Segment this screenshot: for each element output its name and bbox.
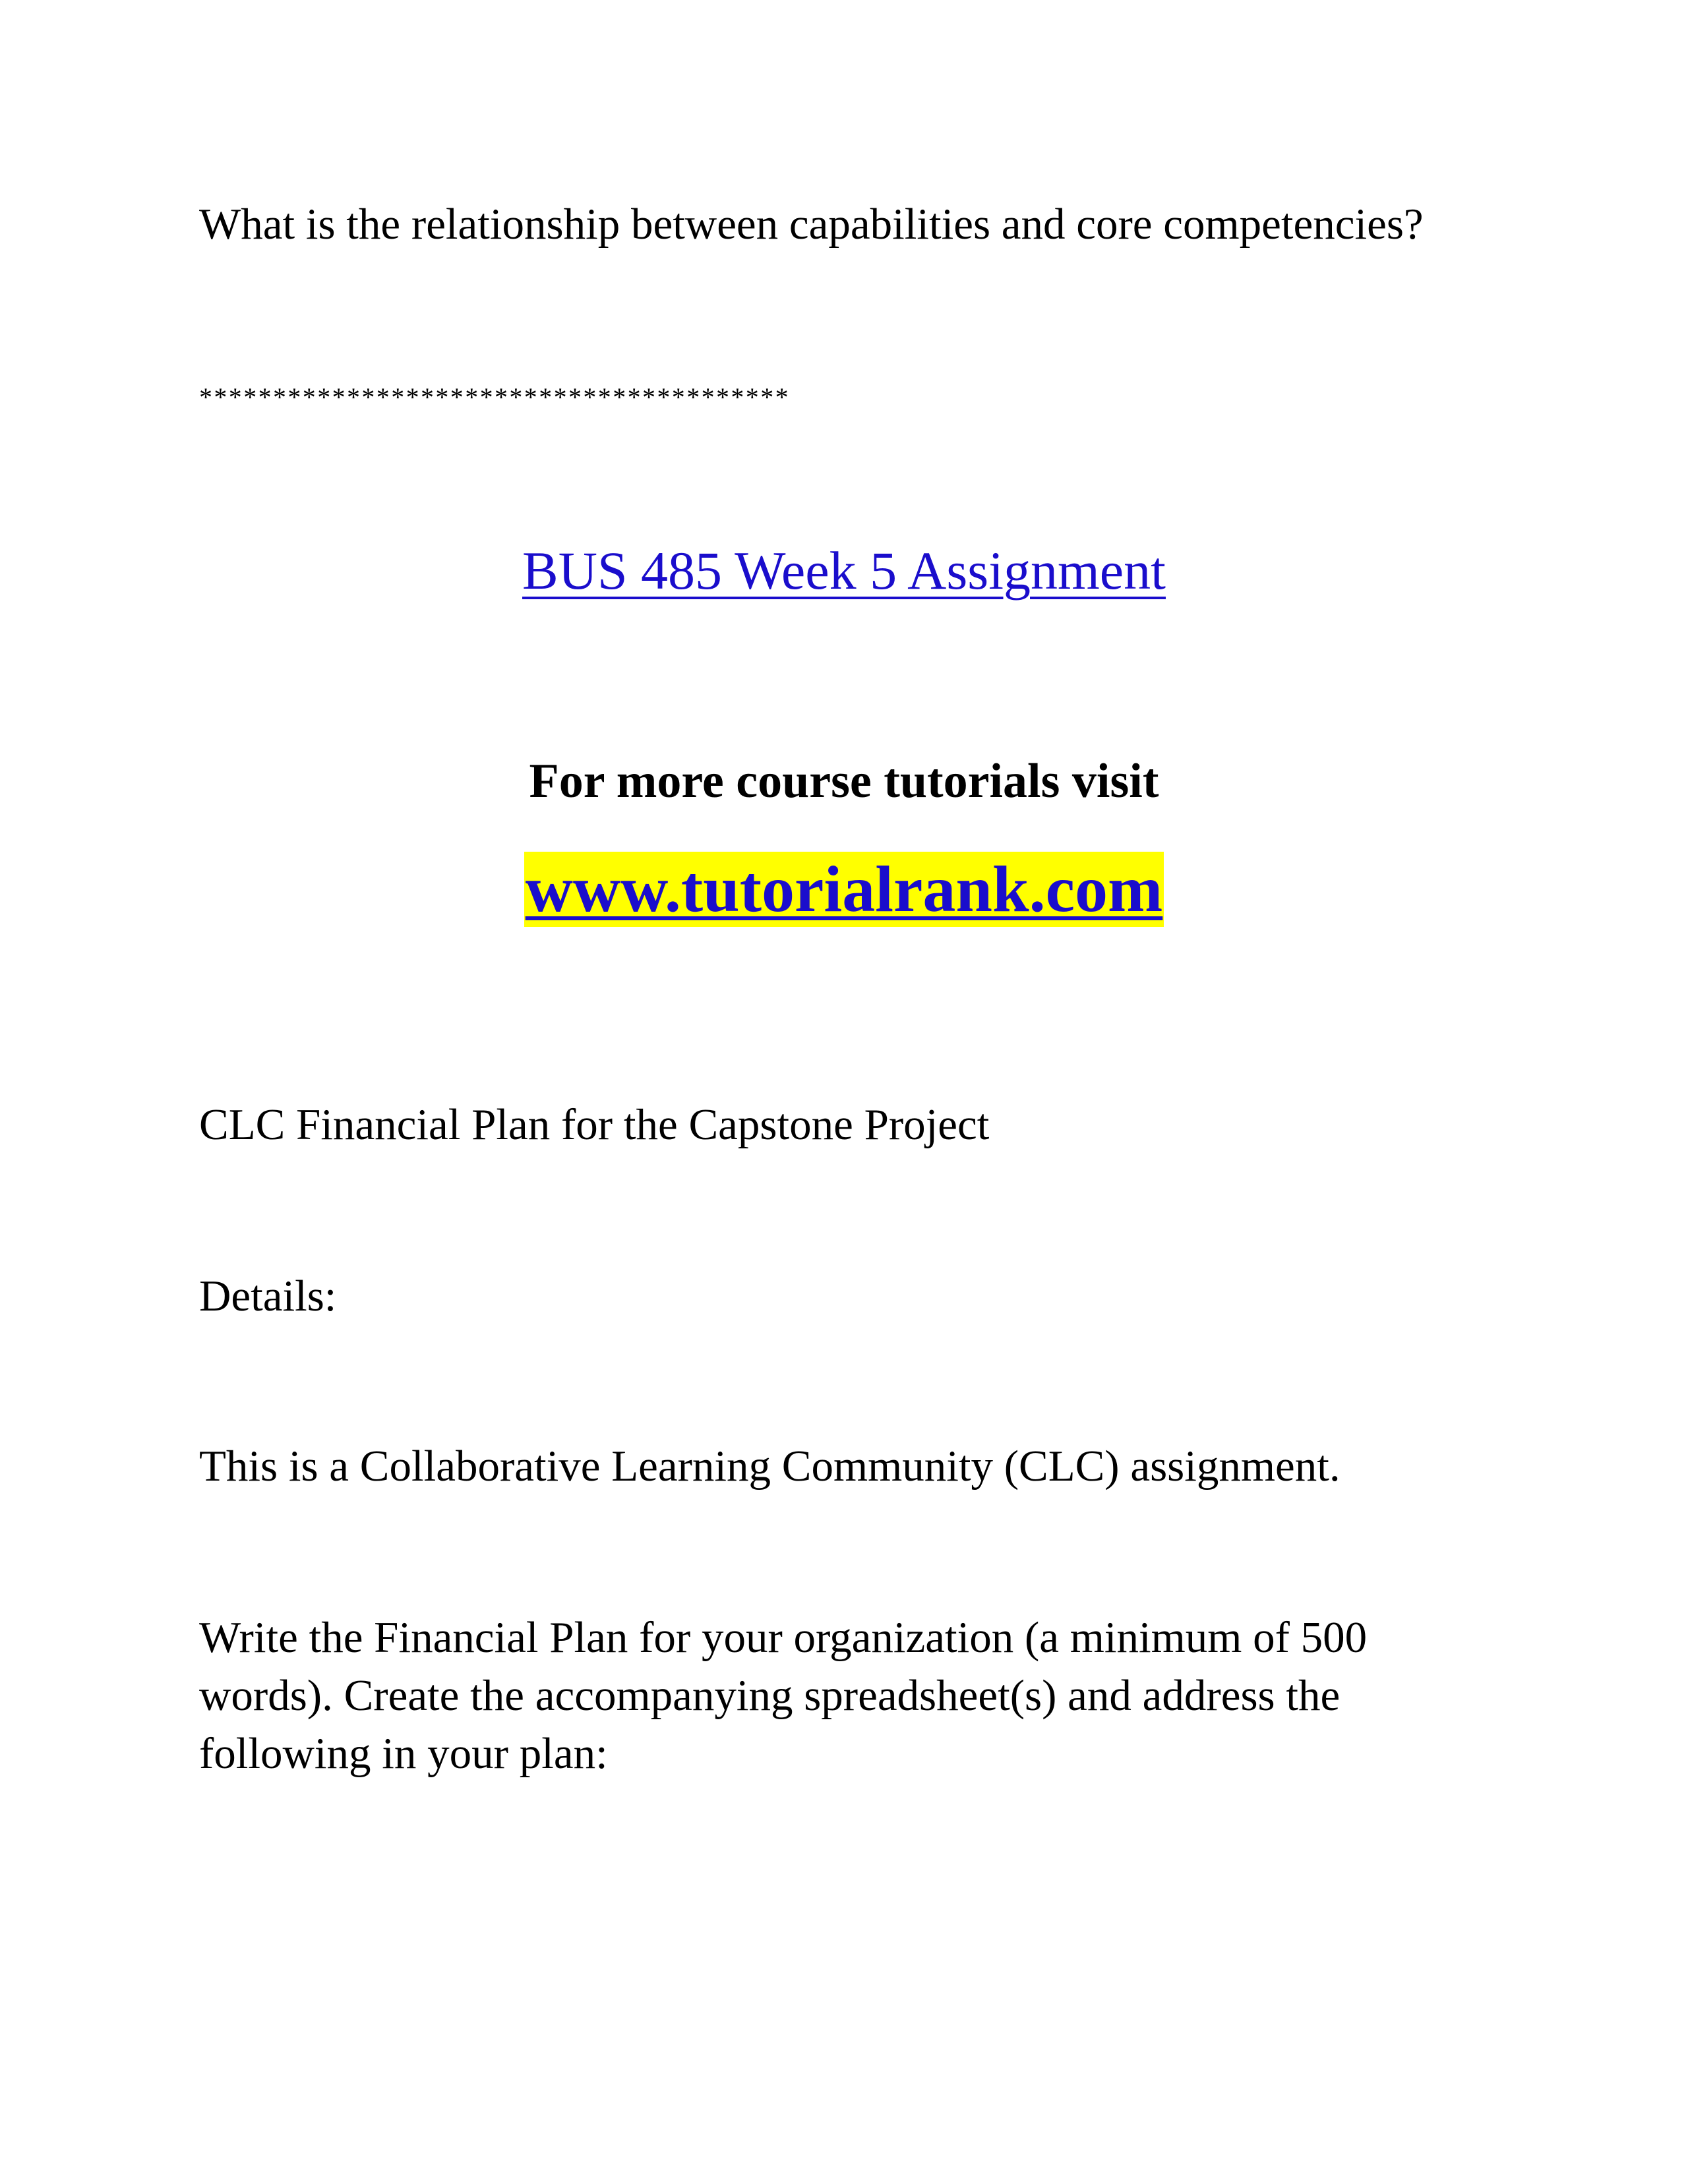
assignment-link-container (0, 538, 1688, 604)
question-text: What is the relationship between capabilities and core competencies? (199, 200, 1424, 249)
more-tutorials-heading: For more course tutorials visit (529, 754, 1159, 808)
site-link-container (0, 852, 1688, 927)
details-label: Details: (199, 1272, 337, 1320)
clc-note: This is a Collaborative Learning Community (CLC) assignment. (199, 1442, 1341, 1490)
assignment-link[interactable]: BUS 485 Week 5 Assignment (522, 541, 1166, 601)
instructions-paragraph: Write the Financial Plan for your organization (a minimum of 500 words). Create the accompanying spreadsheet(s) and address the following in your plan: (199, 1613, 1368, 1778)
clc-title: CLC Financial Plan for the Capstone Project (199, 1100, 990, 1149)
asterisk-separator: **************************************** (199, 382, 790, 412)
site-link[interactable]: www.tutorialrank.com (525, 852, 1163, 926)
